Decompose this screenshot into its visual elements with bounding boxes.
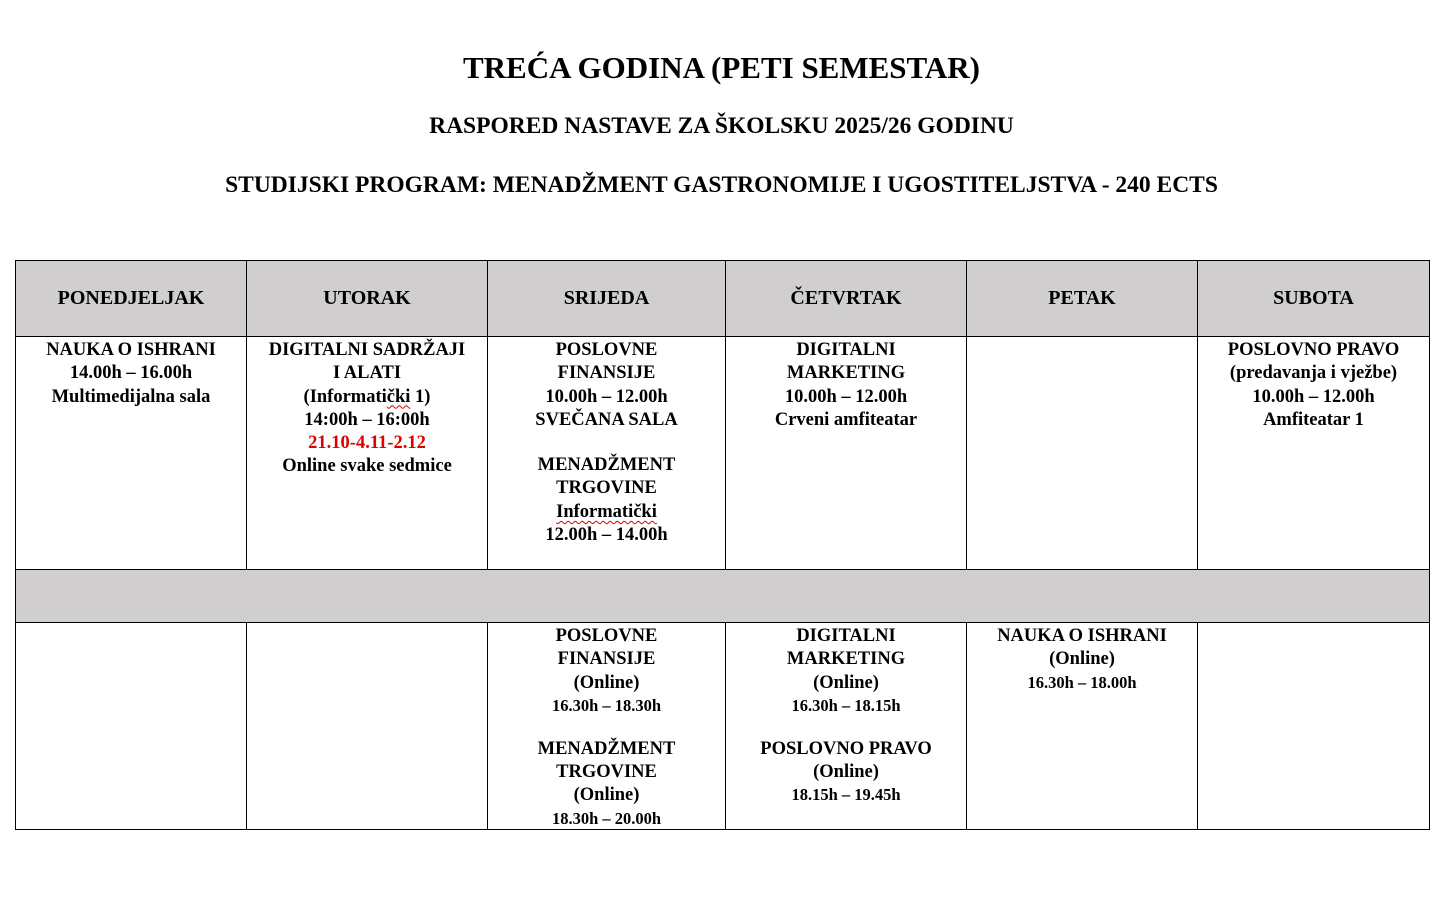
subject: MENADŽMENT	[537, 455, 676, 476]
mode: (Online)	[573, 785, 640, 806]
subject: DIGITALNI	[796, 626, 896, 646]
schedule-subtitle: RASPORED NASTAVE ZA ŠKOLSKU 2025/26 GODINU	[429, 113, 1014, 139]
subject-cont: FINANSIJE	[557, 363, 656, 384]
time: 14:00h – 16:00h	[304, 409, 430, 430]
day-header-tuesday: UTORAK	[247, 261, 488, 337]
separator-row	[16, 570, 1430, 623]
room: SVEČANA SALA	[535, 409, 678, 430]
subject-cont: I ALATI	[332, 363, 402, 384]
room-prefix: (Informati	[303, 386, 387, 407]
time: 10.00h – 12.00h	[1252, 386, 1375, 407]
time: 16.30h – 18.15h	[791, 695, 901, 715]
time: 18.30h – 20.00h	[551, 808, 662, 828]
program-title: STUDIJSKI PROGRAM: MENADŽMENT GASTRONOMIJE I UGOSTITELJSTVA - 240 ECTS	[225, 172, 1218, 198]
subject: POSLOVNE	[555, 626, 658, 646]
time: 10.00h – 12.00h	[784, 386, 908, 407]
room	[247, 386, 487, 409]
class-type: (predavanja i vježbe)	[1229, 363, 1398, 384]
day-header-friday: PETAK	[967, 261, 1198, 337]
room: Crveni amfiteatar	[774, 409, 918, 430]
day-header-monday: PONEDJELJAK	[16, 261, 247, 337]
subject: MENADŽMENT	[537, 738, 676, 759]
cell-wednesday-morning	[488, 337, 726, 570]
room: Informatički	[556, 501, 657, 522]
time: 18.15h – 19.45h	[791, 785, 901, 805]
room: Amfiteatar 1	[1263, 409, 1364, 430]
mode: (Online)	[813, 762, 879, 783]
cell-friday-evening	[967, 623, 1198, 830]
mode: (Online)	[813, 672, 879, 693]
cell-monday-evening	[16, 623, 247, 830]
dates-highlight: 21.10-4.11-2.12	[308, 433, 426, 454]
subject: POSLOVNE	[555, 340, 658, 360]
note: Online svake sedmice	[282, 456, 452, 477]
subject: DIGITALNI	[796, 340, 896, 360]
subject: NAUKA O ISHRANI	[997, 626, 1167, 646]
cell-wednesday-evening	[488, 623, 726, 830]
day-header-wednesday: SRIJEDA	[488, 261, 726, 337]
time: 12.00h – 14.00h	[545, 525, 668, 546]
cell-saturday-evening	[1198, 623, 1430, 830]
time: 10.00h – 12.00h	[545, 386, 668, 407]
cell-thursday-evening	[726, 623, 967, 830]
time: 14.00h – 16.00h	[69, 363, 193, 384]
subject: POSLOVNO PRAVO	[1227, 340, 1400, 360]
day-header-saturday: SUBOTA	[1198, 261, 1430, 337]
time: 16.30h – 18.30h	[551, 695, 662, 715]
room: Multimedijalna sala	[51, 386, 211, 407]
room-suffix: 1)	[410, 386, 431, 407]
cell-tuesday-morning	[247, 337, 488, 570]
mode: (Online)	[573, 672, 640, 693]
separator-cell	[16, 570, 1430, 623]
subject-cont: TRGOVINE	[556, 478, 657, 499]
subject-cont: TRGOVINE	[556, 762, 657, 783]
mode: (Online)	[1049, 649, 1115, 670]
day-header-row	[16, 261, 1430, 337]
day-header-thursday: ČETVRTAK	[726, 261, 967, 337]
subject: POSLOVNO PRAVO	[760, 738, 932, 759]
cell-thursday-morning	[726, 337, 967, 570]
subject: DIGITALNI SADRŽAJI	[268, 340, 466, 360]
evening-row	[16, 623, 1430, 830]
time: 16.30h – 18.00h	[1027, 672, 1137, 692]
schedule-table	[15, 260, 1430, 830]
cell-tuesday-evening	[247, 623, 488, 830]
cell-monday-morning	[16, 337, 247, 570]
cell-saturday-morning	[1198, 337, 1430, 570]
page-title: TREĆA GODINA (PETI SEMESTAR)	[462, 50, 981, 85]
subject: NAUKA O ISHRANI	[46, 340, 216, 360]
morning-row	[16, 337, 1430, 570]
subject-cont: FINANSIJE	[557, 649, 656, 670]
subject-cont: MARKETING	[786, 649, 906, 670]
cell-friday-morning	[967, 337, 1198, 570]
spellcheck-word: čki	[386, 386, 411, 407]
subject-cont: MARKETING	[786, 363, 906, 384]
